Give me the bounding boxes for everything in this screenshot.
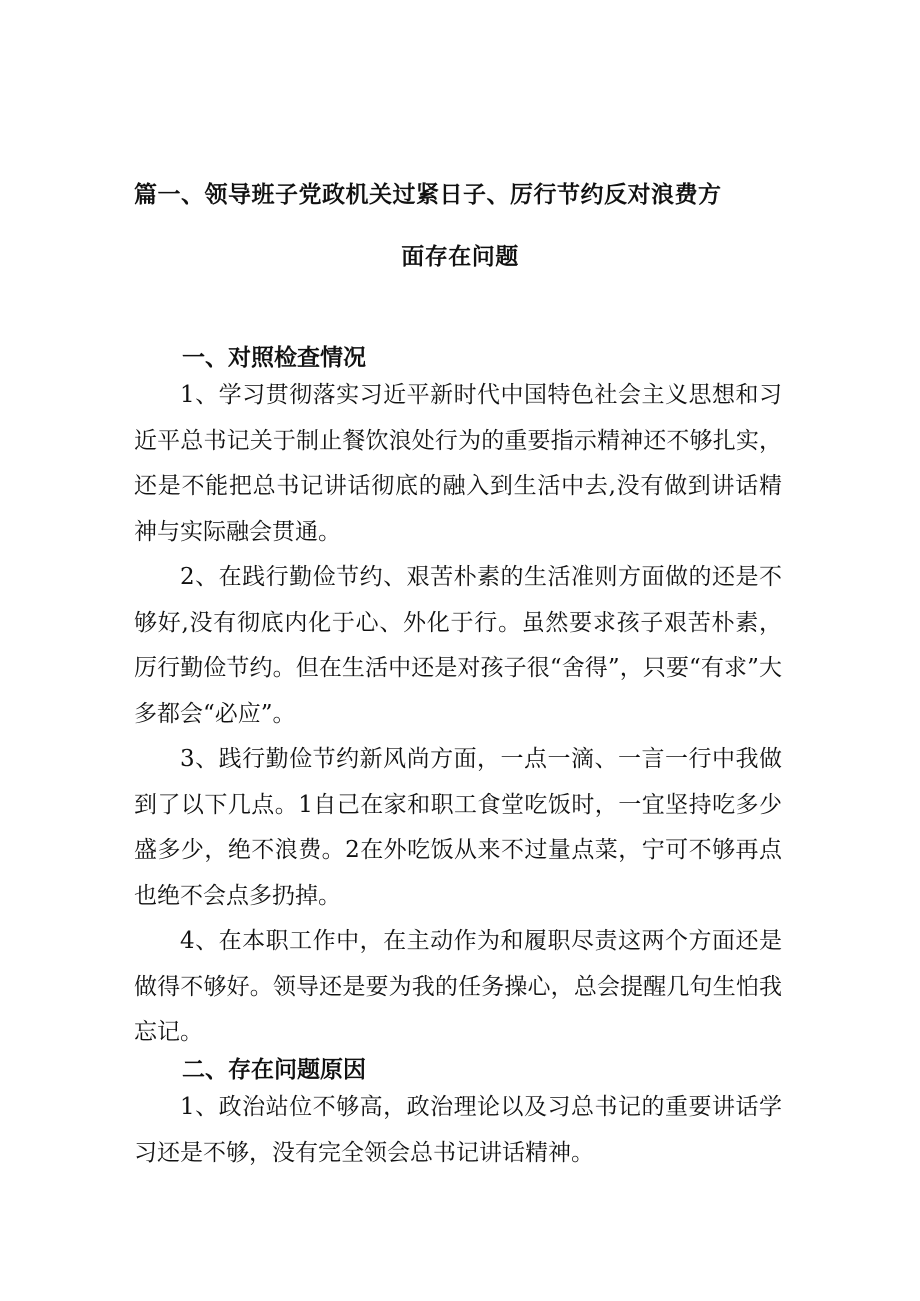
paragraph-2-1: 1、政治站位不够高，政治理论以及习总书记的重要讲话学习还是不够，没有完全领会总书记讲话精神。 [134, 1094, 782, 1166]
document-title-line1: 篇一、领导班子党政机关过紧日子、厉行节约反对浪费方 [134, 181, 722, 208]
paragraph-1-4: 4、在本职工作中，在主动作为和履职尽责这两个方面还是做得不够好。领导还是要为我的任务操心，总会提醒几句生怕我忘记。 [134, 928, 782, 1045]
paragraph-1-2: 2、在践行勤俭节约、艰苦朴素的生活准则方面做的还是不够好,没有彻底内化于心、外化于行。虽然要求孩子艰苦朴素，厉行勤俭节约。但在生活中还是对孩子很“舍得”，只要“有求”大多都会“必应”。 [134, 564, 782, 727]
document-title-line2: 面存在问题 [401, 243, 519, 270]
paragraph-1-3: 3、践行勤俭节约新风尚方面，一点一滴、一言一行中我做到了以下几点。1自己在家和职工食堂吃饭时，一宜坚持吃多少盛多少，绝不浪费。2在外吃饭从来不过量点菜，宁可不够再点也绝不会点多扔掉。 [134, 746, 782, 909]
section-heading-1: 一、对照检查情况 [182, 344, 366, 371]
paragraph-1-1: 1、学习贯彻落实习近平新时代中国特色社会主义思想和习近平总书记关于制止餐饮浪处行为的重要指示精神还不够扎实，还是不能把总书记讲话彻底的融入到生活中去,没有做到讲话精神与实际融会贯通。 [134, 382, 782, 545]
section-heading-2: 二、存在问题原因 [182, 1056, 366, 1083]
